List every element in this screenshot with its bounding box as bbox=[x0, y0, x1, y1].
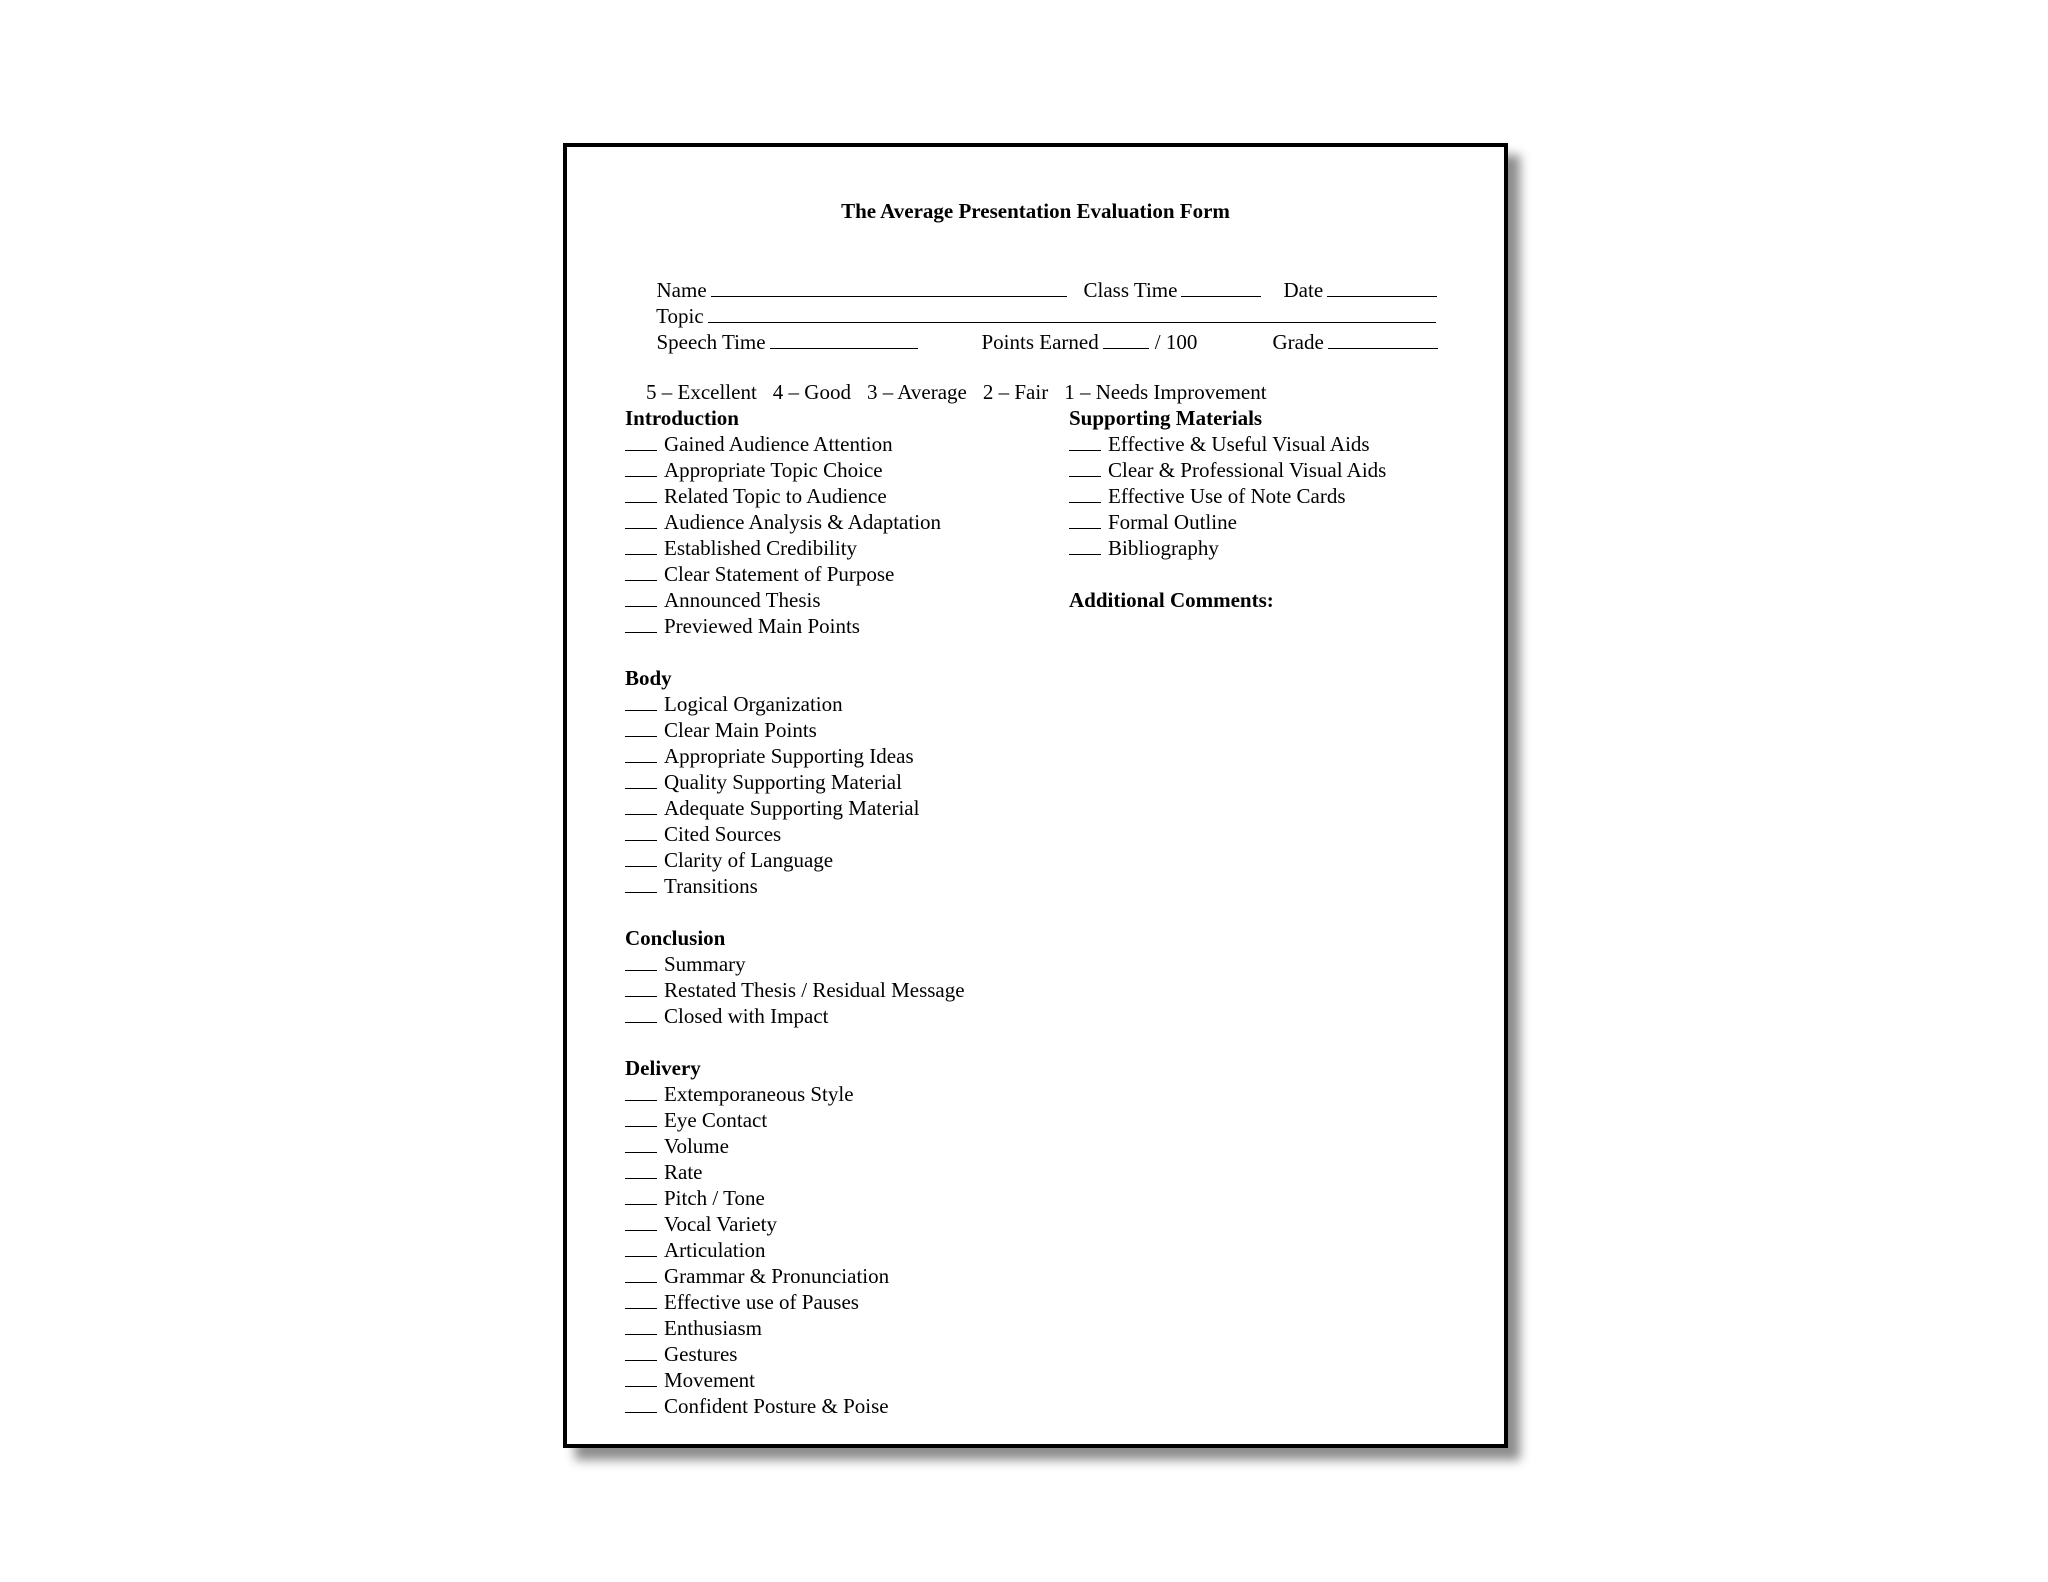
criterion-label: Established Credibility bbox=[664, 536, 858, 560]
grade-label: Grade bbox=[1272, 330, 1324, 354]
score-blank[interactable] bbox=[625, 613, 657, 633]
criterion-enthusiasm bbox=[625, 1315, 1055, 1341]
score-blank[interactable] bbox=[625, 1315, 657, 1335]
score-blank[interactable] bbox=[625, 535, 657, 555]
criterion-previewed-main-points bbox=[625, 613, 1055, 639]
criterion-label: Previewed Main Points bbox=[664, 614, 860, 638]
criterion-label: Extemporaneous Style bbox=[664, 1082, 854, 1106]
criterion-rate bbox=[625, 1159, 1055, 1185]
criterion-label: Clarity of Language bbox=[664, 848, 834, 872]
criterion-label: Movement bbox=[664, 1368, 755, 1392]
criterion-transitions bbox=[625, 873, 1055, 899]
criterion-clear-main-points bbox=[625, 717, 1055, 743]
score-blank[interactable] bbox=[625, 795, 657, 815]
score-blank[interactable] bbox=[625, 769, 657, 789]
criterion-label: Clear Statement of Purpose bbox=[664, 562, 895, 586]
score-blank[interactable] bbox=[625, 431, 657, 451]
criterion-label: Rate bbox=[664, 1160, 703, 1184]
scale-2: 2 – Fair bbox=[982, 380, 1049, 404]
score-blank[interactable] bbox=[625, 977, 657, 997]
criterion-label: Effective Use of Note Cards bbox=[1108, 484, 1346, 508]
criterion-closed-with-impact bbox=[625, 1003, 1055, 1029]
criterion-label: Effective & Useful Visual Aids bbox=[1108, 432, 1370, 456]
criterion-cited-sources bbox=[625, 821, 1055, 847]
criterion-label: Appropriate Topic Choice bbox=[664, 458, 883, 482]
form-title: The Average Presentation Evaluation Form bbox=[841, 199, 1230, 223]
points-earned-label: Points Earned bbox=[981, 330, 1099, 354]
score-blank[interactable] bbox=[625, 1289, 657, 1309]
criterion-clear-statement-of-purpose bbox=[625, 561, 1055, 587]
section-heading: Introduction bbox=[625, 406, 739, 430]
criterion-label: Grammar & Pronunciation bbox=[664, 1264, 890, 1288]
scale-4: 4 – Good bbox=[772, 380, 851, 404]
criterion-summary bbox=[625, 951, 1055, 977]
criterion-gained-audience-attention bbox=[625, 431, 1055, 457]
criterion-label: Announced Thesis bbox=[664, 588, 821, 612]
additional-comments-label: Additional Comments: bbox=[1069, 588, 1274, 612]
section-heading: Body bbox=[625, 666, 672, 690]
criterion-effective-use-of-pauses bbox=[625, 1289, 1055, 1315]
criterion-adequate-supporting-material bbox=[625, 795, 1055, 821]
criterion-label: Gained Audience Attention bbox=[664, 432, 893, 456]
score-blank[interactable] bbox=[625, 951, 657, 971]
left-column bbox=[625, 405, 1055, 1445]
criterion-label: Pitch / Tone bbox=[664, 1186, 765, 1210]
score-blank[interactable] bbox=[625, 847, 657, 867]
criterion-label: Formal Outline bbox=[1108, 510, 1237, 534]
criterion-pitch-tone bbox=[625, 1185, 1055, 1211]
criterion-label: Effective use of Pauses bbox=[664, 1290, 859, 1314]
criterion-vocal-variety bbox=[625, 1211, 1055, 1237]
criterion-clarity-of-language bbox=[625, 847, 1055, 873]
score-blank[interactable] bbox=[625, 717, 657, 737]
right-sections bbox=[1069, 405, 1429, 561]
criterion-appropriate-topic-choice bbox=[625, 457, 1055, 483]
criterion-label: Confident Posture & Poise bbox=[664, 1394, 889, 1418]
criterion-label: Eye Contact bbox=[664, 1108, 768, 1132]
class-time-label: Class Time bbox=[1083, 278, 1178, 302]
criterion-articulation bbox=[625, 1237, 1055, 1263]
criterion-label: Enthusiasm bbox=[664, 1316, 762, 1340]
criterion-quality-supporting-material bbox=[625, 769, 1055, 795]
score-blank[interactable] bbox=[625, 1393, 657, 1413]
score-blank[interactable] bbox=[625, 1263, 657, 1283]
score-blank[interactable] bbox=[1069, 483, 1101, 503]
score-blank[interactable] bbox=[625, 1341, 657, 1361]
criterion-label: Logical Organization bbox=[664, 692, 843, 716]
criterion-label: Closed with Impact bbox=[664, 1004, 829, 1028]
score-blank[interactable] bbox=[1069, 535, 1101, 555]
section-delivery bbox=[625, 1055, 1055, 1419]
score-blank[interactable] bbox=[625, 1107, 657, 1127]
evaluation-form-sheet bbox=[563, 143, 1508, 1448]
speech-time-blank[interactable] bbox=[770, 328, 918, 349]
points-earned-blank[interactable] bbox=[1103, 328, 1149, 349]
score-blank[interactable] bbox=[1069, 431, 1101, 451]
score-blank[interactable] bbox=[625, 1367, 657, 1387]
score-blank[interactable] bbox=[625, 1081, 657, 1101]
section-heading: Delivery bbox=[625, 1056, 701, 1080]
right-column bbox=[1069, 405, 1429, 613]
criterion-label: Volume bbox=[664, 1134, 729, 1158]
criterion-label: Cited Sources bbox=[664, 822, 782, 846]
criterion-label: Related Topic to Audience bbox=[664, 484, 887, 508]
criterion-audience-analysis-and-adaptation bbox=[625, 509, 1055, 535]
section-introduction bbox=[625, 405, 1055, 639]
score-blank[interactable] bbox=[625, 587, 657, 607]
criterion-clear-and-professional-visual-aids bbox=[1069, 457, 1429, 483]
score-blank[interactable] bbox=[625, 457, 657, 477]
score-blank[interactable] bbox=[625, 509, 657, 529]
criterion-label: Restated Thesis / Residual Message bbox=[664, 978, 965, 1002]
scale-3: 3 – Average bbox=[866, 380, 967, 404]
criterion-volume bbox=[625, 1133, 1055, 1159]
name-label: Name bbox=[656, 278, 707, 302]
criterion-label: Clear Main Points bbox=[664, 718, 817, 742]
score-blank[interactable] bbox=[625, 483, 657, 503]
score-blank[interactable] bbox=[1069, 509, 1101, 529]
grade-blank[interactable] bbox=[1328, 328, 1438, 349]
criterion-label: Transitions bbox=[664, 874, 758, 898]
criterion-label: Appropriate Supporting Ideas bbox=[664, 744, 914, 768]
score-blank[interactable] bbox=[625, 821, 657, 841]
criterion-formal-outline bbox=[1069, 509, 1429, 535]
score-blank[interactable] bbox=[625, 873, 657, 893]
score-blank[interactable] bbox=[625, 1159, 657, 1179]
criterion-label: Gestures bbox=[664, 1342, 738, 1366]
score-blank[interactable] bbox=[625, 1185, 657, 1205]
scale-5: 5 – Excellent bbox=[646, 380, 757, 404]
score-blank[interactable] bbox=[625, 1003, 657, 1023]
speech-time-label: Speech Time bbox=[656, 330, 766, 354]
date-label: Date bbox=[1283, 278, 1324, 302]
criterion-logical-organization bbox=[625, 691, 1055, 717]
criterion-effective-and-useful-visual-aids bbox=[1069, 431, 1429, 457]
criterion-extemporaneous-style bbox=[625, 1081, 1055, 1107]
criterion-eye-contact bbox=[625, 1107, 1055, 1133]
criterion-effective-use-of-note-cards bbox=[1069, 483, 1429, 509]
criterion-label: Quality Supporting Material bbox=[664, 770, 902, 794]
score-blank[interactable] bbox=[625, 1133, 657, 1153]
scale-1: 1 – Needs Improvement bbox=[1064, 380, 1267, 404]
score-blank[interactable] bbox=[1069, 457, 1101, 477]
criterion-label: Audience Analysis & Adaptation bbox=[664, 510, 942, 534]
score-blank[interactable] bbox=[625, 1237, 657, 1257]
criterion-movement bbox=[625, 1367, 1055, 1393]
criterion-grammar-and-pronunciation bbox=[625, 1263, 1055, 1289]
criterion-bibliography bbox=[1069, 535, 1429, 561]
points-total: / 100 bbox=[1154, 330, 1198, 354]
section-heading: Conclusion bbox=[625, 926, 726, 950]
score-blank[interactable] bbox=[625, 561, 657, 581]
criterion-established-credibility bbox=[625, 535, 1055, 561]
score-blank[interactable] bbox=[625, 743, 657, 763]
topic-label: Topic bbox=[656, 304, 704, 328]
criterion-label: Vocal Variety bbox=[664, 1212, 777, 1236]
criterion-confident-posture-and-poise bbox=[625, 1393, 1055, 1419]
section-heading: Supporting Materials bbox=[1069, 406, 1263, 430]
score-blank[interactable] bbox=[625, 691, 657, 711]
criterion-gestures bbox=[625, 1341, 1055, 1367]
section-conclusion bbox=[625, 925, 1055, 1029]
criterion-announced-thesis bbox=[625, 587, 1055, 613]
criterion-appropriate-supporting-ideas bbox=[625, 743, 1055, 769]
section-supporting-materials bbox=[1069, 405, 1429, 561]
score-blank[interactable] bbox=[625, 1211, 657, 1231]
criterion-related-topic-to-audience bbox=[625, 483, 1055, 509]
criterion-label: Articulation bbox=[664, 1238, 766, 1262]
criterion-label: Adequate Supporting Material bbox=[664, 796, 920, 820]
criterion-label: Summary bbox=[664, 952, 746, 976]
section-body bbox=[625, 665, 1055, 899]
criterion-restated-thesis-residual-message bbox=[625, 977, 1055, 1003]
criterion-label: Bibliography bbox=[1108, 536, 1219, 560]
criterion-label: Clear & Professional Visual Aids bbox=[1108, 458, 1387, 482]
